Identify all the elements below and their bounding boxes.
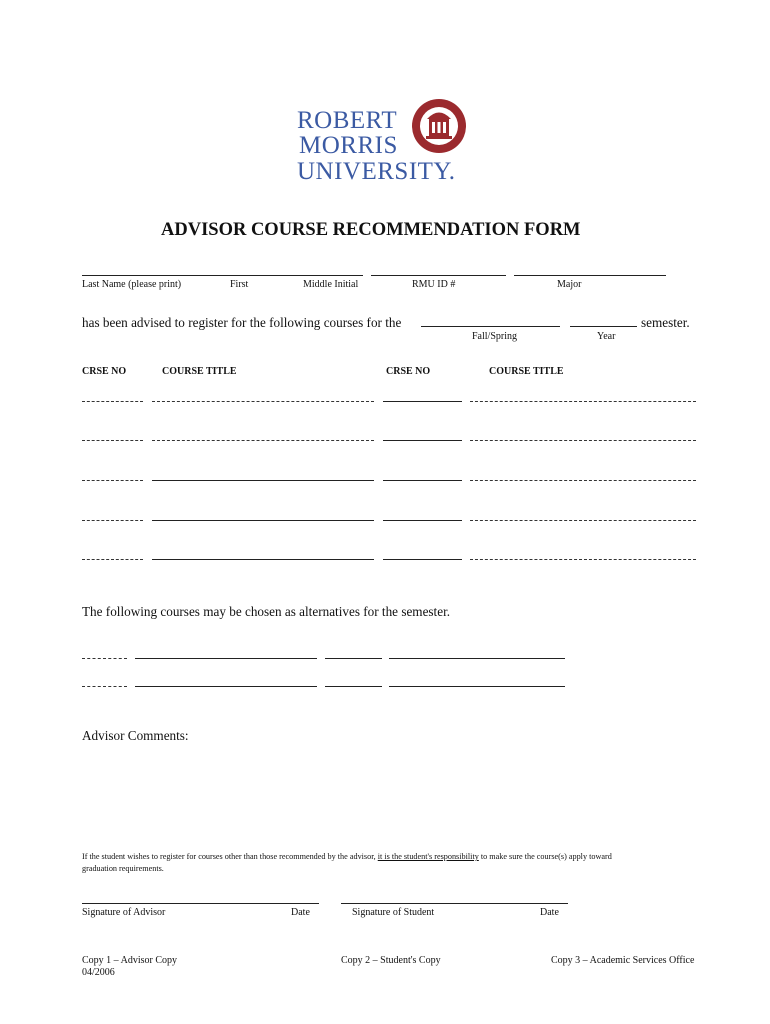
- crse-no-field[interactable]: [82, 559, 143, 560]
- crse-no-field[interactable]: [383, 401, 462, 402]
- copy-3-label: Copy 3 – Academic Services Office: [551, 955, 695, 966]
- last-name-label: Last Name (please print): [82, 279, 182, 290]
- course-title-field[interactable]: [470, 440, 696, 441]
- advisor-date-label: Date: [291, 907, 310, 918]
- university-seal-icon: [410, 98, 468, 154]
- form-title: ADVISOR COURSE RECOMMENDATION FORM: [161, 220, 581, 240]
- advised-sentence: has been advised to register for the following courses for the: [82, 315, 402, 330]
- crse-no-field[interactable]: [383, 520, 462, 521]
- crse-no-field[interactable]: [383, 559, 462, 560]
- last-name-field[interactable]: [82, 275, 363, 276]
- advisor-signature-field[interactable]: [82, 903, 319, 904]
- alt-course-title-field[interactable]: [389, 658, 565, 659]
- student-signature-field[interactable]: [341, 903, 568, 904]
- crse-no-field[interactable]: [82, 401, 143, 402]
- course-title-field[interactable]: [152, 440, 374, 441]
- rmu-id-field[interactable]: [371, 275, 506, 276]
- crse-no-field[interactable]: [383, 440, 462, 441]
- course-title-header-2: COURSE TITLE: [489, 366, 564, 377]
- course-title-field[interactable]: [152, 520, 374, 521]
- major-field[interactable]: [514, 275, 666, 276]
- fall-spring-label: Fall/Spring: [472, 331, 518, 342]
- alt-crse-no-field[interactable]: [325, 686, 382, 687]
- alt-course-title-field[interactable]: [135, 686, 317, 687]
- year-field[interactable]: [570, 326, 637, 327]
- course-title-header-1: COURSE TITLE: [162, 366, 237, 377]
- alt-crse-no-field[interactable]: [82, 658, 127, 659]
- course-title-field[interactable]: [470, 401, 696, 402]
- note-underlined-text: it is the student's responsibility: [377, 852, 479, 861]
- responsibility-note-line-2: graduation requirements.: [82, 864, 164, 873]
- alt-course-title-field[interactable]: [135, 658, 317, 659]
- semester-word: semester.: [641, 315, 690, 330]
- crse-no-header-2: CRSE NO: [386, 366, 431, 377]
- logo-line-2: MORRIS: [299, 132, 398, 159]
- advisor-signature-label: Signature of Advisor: [82, 907, 166, 918]
- alt-course-title-field[interactable]: [389, 686, 565, 687]
- form-date: 04/2006: [82, 967, 115, 978]
- advisor-comments-area[interactable]: [82, 750, 696, 840]
- alt-crse-no-field[interactable]: [325, 658, 382, 659]
- advisor-comments-label: Advisor Comments:: [82, 728, 189, 743]
- copy-1-label: Copy 1 – Advisor Copy: [82, 955, 178, 966]
- alternatives-text: The following courses may be chosen as alternatives for the semester.: [82, 604, 451, 619]
- crse-no-field[interactable]: [82, 520, 143, 521]
- course-title-field[interactable]: [152, 559, 374, 560]
- responsibility-note: [82, 851, 612, 863]
- logo-line-1: ROBERT: [297, 107, 398, 134]
- year-label: Year: [597, 331, 616, 342]
- first-label: First: [230, 279, 249, 290]
- note-text-end: to make sure the course(s) apply toward: [478, 852, 612, 861]
- middle-initial-label: Middle Initial: [303, 279, 359, 290]
- course-title-field[interactable]: [152, 401, 374, 402]
- crse-no-field[interactable]: [383, 480, 462, 481]
- course-title-field[interactable]: [470, 520, 696, 521]
- logo-line-3: UNIVERSITY.: [297, 158, 456, 185]
- crse-no-field[interactable]: [82, 440, 143, 441]
- course-title-field[interactable]: [152, 480, 374, 481]
- fall-spring-field[interactable]: [421, 326, 560, 327]
- rmu-id-label: RMU ID #: [412, 279, 456, 290]
- course-title-field[interactable]: [470, 559, 696, 560]
- note-text-start: If the student wishes to register for courses other than those recommended by the advisor,: [82, 852, 378, 861]
- student-signature-label: Signature of Student: [352, 907, 435, 918]
- crse-no-field[interactable]: [82, 480, 143, 481]
- major-label: Major: [557, 279, 582, 290]
- copy-2-label: Copy 2 – Student's Copy: [341, 955, 441, 966]
- course-title-field[interactable]: [470, 480, 696, 481]
- alt-crse-no-field[interactable]: [82, 686, 127, 687]
- crse-no-header-1: CRSE NO: [82, 366, 127, 377]
- student-date-label: Date: [540, 907, 559, 918]
